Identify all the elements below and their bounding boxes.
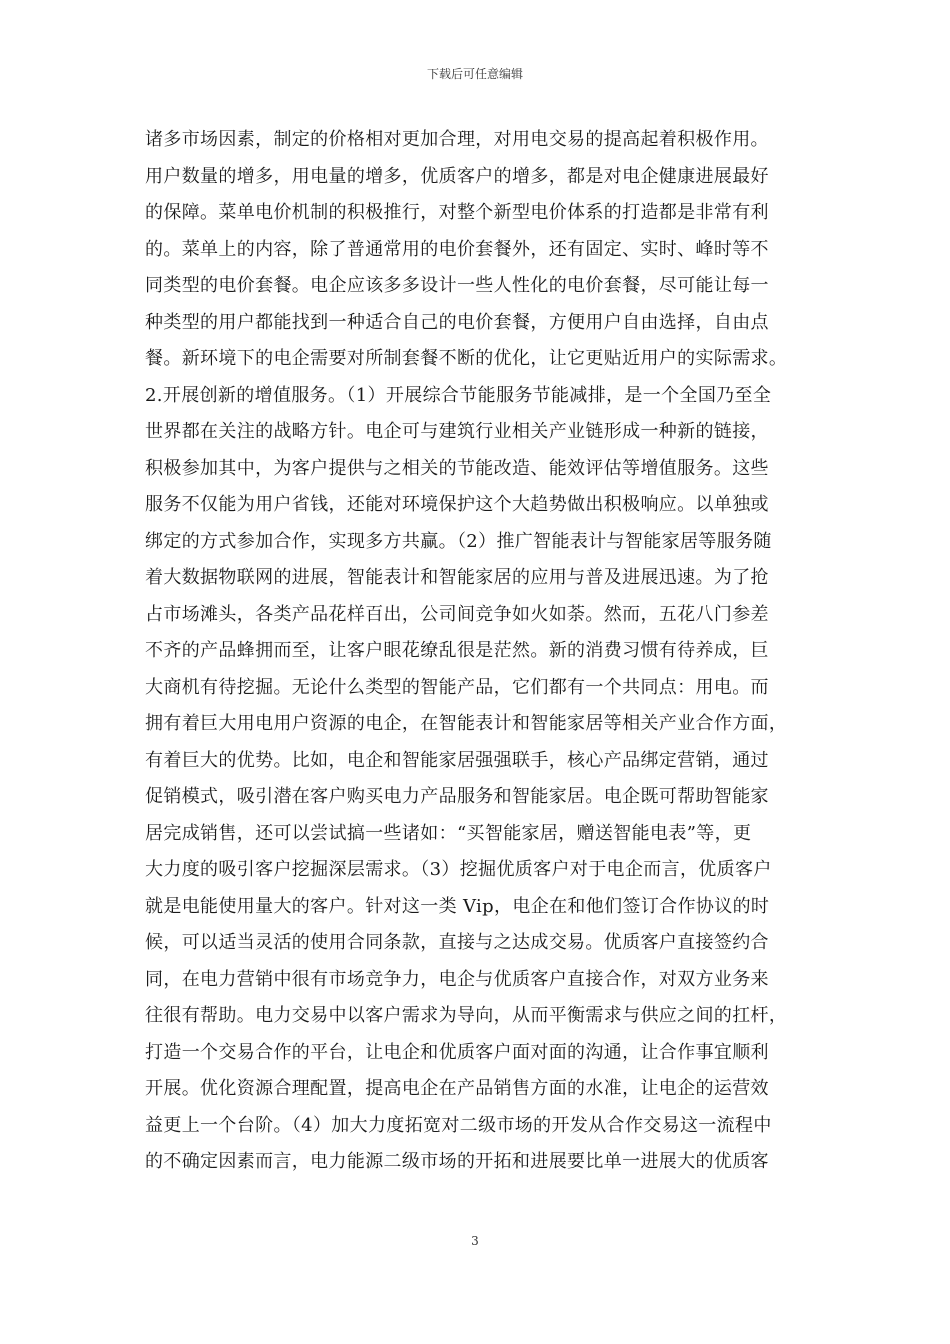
text-line: 同类型的电价套餐。电企应该多多设计一些人性化的电价套餐，尽可能让每一	[145, 275, 769, 296]
text-line: 的保障。菜单电价机制的积极推行，对整个新型电价体系的打造都是非常有利	[145, 202, 769, 223]
text-line: 绑定的方式参加合作，实现多方共赢。（2）推广智能表计与智能家居等服务随	[145, 530, 772, 552]
text-line: 诸多市场因素，制定的价格相对更加合理，对用电交易的提高起着积极作用。	[145, 129, 769, 150]
text-line: 积极参加其中，为客户提供与之相关的节能改造、能效评估等增值服务。这些	[145, 457, 769, 479]
text-line: 开展。优化资源合理配置，提高电企在产品销售方面的水准，让电企的运营效	[145, 1078, 769, 1099]
text-line: 2.开展创新的增值服务。（1）开展综合节能服务节能减排，是一个全国乃至全	[145, 384, 772, 406]
text-line: 不齐的产品蜂拥而至，让客户眼花缭乱很是茫然。新的消费习惯有待养成，巨	[145, 640, 769, 661]
text-line: 就是电能使用量大的客户。针对这一类 Vip，电企在和他们签订合作协议的时	[145, 895, 770, 917]
text-line: 餐。新环境下的电企需要对所制套餐不断的优化，让它更贴近用户的实际需求。	[145, 348, 788, 369]
page-header: 下载后可任意编辑	[426, 67, 523, 81]
text-line: 居完成销售，还可以尝试搞一些诸如：“买智能家居，赠送智能电表”等，更	[145, 822, 752, 844]
text-line: 的。菜单上的内容，除了普通常用的电价套餐外，还有固定、实时、峰时等不	[145, 238, 769, 260]
text-line: 着大数据物联网的进展，智能表计和智能家居的应用与普及进展迅速。为了抢	[145, 567, 769, 588]
text-line: 占市场滩头，各类产品花样百出，公司间竞争如火如荼。然而，五花八门参差	[145, 603, 769, 625]
text-line: 往很有帮助。电力交易中以客户需求为导向，从而平衡需求与供应之间的扛杆，	[145, 1005, 788, 1026]
text-line: 促销模式，吸引潜在客户购买电力产品服务和智能家居。电企既可帮助智能家	[145, 786, 769, 807]
text-line: 用户数量的增多，用电量的增多，优质客户的增多，都是对电企健康进展最好	[145, 165, 769, 187]
text-line: 服务不仅能为用户省钱，还能对环境保护这个大趋势做出积极响应。以单独或	[145, 494, 769, 515]
body-text	[145, 122, 807, 1181]
text-line: 同，在电力营销中很有市场竞争力，电企与优质客户直接合作，对双方业务来	[145, 968, 769, 990]
page-number: 3	[471, 1234, 479, 1248]
text-line: 种类型的用户都能找到一种适合自己的电价套餐，方便用户自由选择，自由点	[145, 311, 769, 333]
text-line: 益更上一个台阶。（4）加大力度拓宽对二级市场的开发从合作交易这一流程中	[145, 1114, 772, 1136]
text-line: 有着巨大的优势。比如，电企和智能家居强强联手，核心产品绑定营销，通过	[145, 749, 769, 771]
text-line: 候，可以适当灵活的使用合同条款，直接与之达成交易。优质客户直接签约合	[145, 932, 769, 953]
text-line: 世界都在关注的战略方针。电企可与建筑行业相关产业链形成一种新的链接，	[145, 421, 769, 442]
text-line: 的不确定因素而言，电力能源二级市场的开拓和进展要比单一进展大的优质客	[145, 1151, 769, 1172]
text-line: 拥有着巨大用电用户资源的电企，在智能表计和智能家居等相关产业合作方面，	[145, 713, 788, 734]
text-line: 打造一个交易合作的平台，让电企和优质客户面对面的沟通，让合作事宜顺利	[145, 1041, 769, 1063]
text-line: 大力度的吸引客户挖掘深层需求。（3）挖掘优质客户对于电企而言，优质客户	[145, 859, 772, 880]
text-line: 大商机有待挖掘。无论什么类型的智能产品，它们都有一个共同点：用电。而	[145, 676, 769, 698]
